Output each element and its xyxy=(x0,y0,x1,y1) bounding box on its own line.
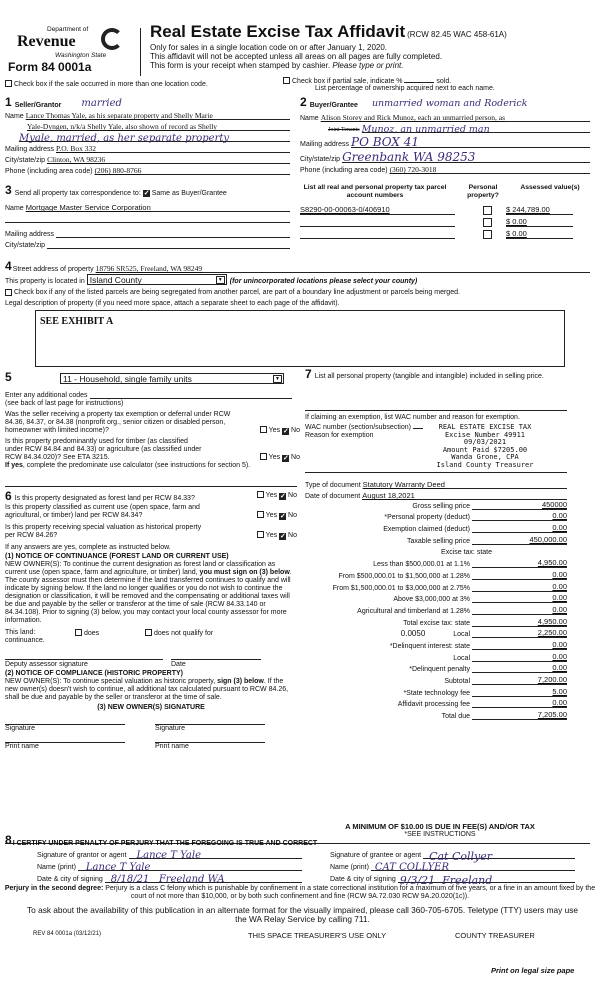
tax-row xyxy=(305,580,567,592)
see-back-note: (see back of last page for instructions) xyxy=(5,400,124,407)
continuance-label: continuance. xyxy=(5,637,45,644)
section-number: 5 xyxy=(5,370,12,384)
seller-phone-label: Phone (including area code) xyxy=(5,168,93,175)
tax-row xyxy=(305,708,567,720)
yes-label: Yes xyxy=(268,427,281,434)
seller-city-field[interactable]: Clinton, WA 98236 xyxy=(47,155,290,164)
minimum-due-text: A MINIMUM OF $10.00 IS DUE IN FEE(S) AND/OR TAX xyxy=(345,822,535,831)
partial-sale-label: Check box if partial sale, indicate % xyxy=(292,78,403,85)
seller-city-label: City/state/zip xyxy=(5,157,46,164)
assessor-signature-row xyxy=(5,659,297,668)
parcel-row xyxy=(300,227,590,239)
header-divider xyxy=(140,28,141,76)
yes-label: Yes xyxy=(265,512,278,519)
header-line-italic: Please type or print. xyxy=(332,61,404,70)
tax-row-label: Less than $500,000.01 at 1.1% xyxy=(373,561,470,569)
parcel-rows xyxy=(300,203,590,239)
street-label: Street address of property xyxy=(12,266,94,273)
stamp-line: 09/03/2021 xyxy=(463,438,507,446)
tax-row-label: Affidavit processing fee xyxy=(397,701,470,709)
section-number: 2 xyxy=(300,95,307,109)
county-treasurer-label: COUNTY TREASURER xyxy=(455,931,535,940)
section-5 xyxy=(5,370,300,470)
corr-mail-label: Mailing address xyxy=(5,231,55,238)
dropdown-arrow-icon[interactable]: ▼ xyxy=(216,276,225,284)
tax-row-label: Gross selling price xyxy=(412,502,470,510)
tax-row-value[interactable]: 0.00 xyxy=(472,640,567,650)
tax-row xyxy=(305,498,567,510)
treasurer-stamp xyxy=(425,424,545,469)
same-as-buyer-label: Same as Buyer/Grantee xyxy=(151,190,227,197)
notice-text-b: . The county assessor must then determine if the land transferred continues to qualify and will indicate by signing below. If the land no longer qualifies or you do not wish to continue the designation or classification, it will be removed and the compensating or additional taxes will be due and payable by the seller or transferor at the time of sale (RCW 84.33.140 or 84.34.108). Prior to signing (3) below, you may contact your local county assessor for more information. xyxy=(5,569,292,624)
tax-row xyxy=(305,603,567,615)
tax-row-value[interactable]: 0.00 xyxy=(472,570,567,580)
buyer-hw-note: unmarried woman and Roderick xyxy=(371,98,528,109)
tax-row-value[interactable]: 7,200.00 xyxy=(472,675,567,685)
tax-row-label: Taxable selling price xyxy=(406,537,470,545)
tax-row-label: From $500,000.01 to $1,500,000 at 1.28% xyxy=(338,572,470,580)
legal-size-note: Print on legal size pape xyxy=(491,966,575,975)
located-label: This property is located in xyxy=(5,278,85,285)
buyer-mail-label: Mailing address xyxy=(300,141,350,148)
tax-row xyxy=(305,533,567,545)
tax-row-value[interactable]: 0.00 xyxy=(472,698,567,708)
tax-row-label: Total excise tax: state xyxy=(403,619,470,627)
section-7 xyxy=(305,367,590,500)
yes-checkbox[interactable] xyxy=(257,491,264,498)
buyer-title: Buyer/Grantee xyxy=(309,102,358,109)
tax-row-value[interactable]: 0.00 xyxy=(472,605,567,615)
section-number: 4 xyxy=(5,259,12,273)
notice-compliance-title: (2) NOTICE OF COMPLIANCE (HISTORIC PROPERTY) xyxy=(5,670,183,677)
no-label: No xyxy=(288,532,297,539)
grantee-signature-label: Signature of grantee or agent xyxy=(330,852,422,859)
partial-sale-row xyxy=(283,77,495,92)
no-checkbox[interactable]: ✓ xyxy=(280,513,286,520)
yes-label: Yes xyxy=(265,492,278,499)
buyer-phone-label: Phone (including area code) xyxy=(300,167,388,174)
tax-row xyxy=(305,685,567,697)
grantee-signature[interactable]: Cat Collyer xyxy=(423,850,575,859)
street-field[interactable]: 18796 SR525, Freeland, WA 98249 xyxy=(96,264,590,273)
tax-row-value[interactable]: 0.00 xyxy=(472,523,567,533)
wac-field[interactable] xyxy=(413,428,423,429)
segregated-label: Check box if any of the listed parcels are being segregated from another parcel, are part of a boundary line adjustment or parcels being merged. xyxy=(14,289,460,296)
grantor-signature-label: Signature of grantor or agent xyxy=(37,852,127,859)
tax-row-label: Agricultural and timberland at 1.28% xyxy=(357,607,470,615)
grantee-name[interactable]: CAT COLLYER xyxy=(371,862,575,871)
parcel-header-number: List all real and personal property tax parcel account numbers xyxy=(303,184,447,199)
historic-question-text: Is this property receiving special valuation as historical property per RCW 84.26? xyxy=(5,524,202,539)
tax-row-value[interactable]: 450,000.00 xyxy=(472,535,567,545)
additional-codes-label: Enter any additional codes xyxy=(5,392,88,399)
corr-city-label: City/state/zip xyxy=(5,242,46,249)
historic-question xyxy=(5,524,297,540)
personal-property-checkbox[interactable] xyxy=(483,230,492,239)
tax-row-value[interactable]: 4,950.00 xyxy=(472,558,567,568)
if-yes-instruction: If any answers are yes, complete as instructed below. xyxy=(5,544,171,551)
owner-print-row xyxy=(5,742,297,750)
buyer-mail-field[interactable]: PO BOX 41 xyxy=(351,135,590,148)
form-number: Form 84 0001a xyxy=(8,60,92,74)
stamp-line: REAL ESTATE EXCISE TAX xyxy=(438,423,532,431)
section-number: 1 xyxy=(5,95,12,109)
no-checkbox[interactable]: ✓ xyxy=(280,493,286,500)
buyer-phone-field[interactable]: (360) 720-3018 xyxy=(390,165,590,174)
buyer-name-line1[interactable]: Alison Storey and Rick Munoz, each an unmarried person, as xyxy=(321,113,590,122)
buyer-city-field[interactable]: Greenbank WA 98253 xyxy=(342,150,590,163)
forest-yes-no xyxy=(257,491,297,500)
grantor-name-label: Name (print) xyxy=(37,864,76,871)
grantor-signature[interactable]: Lance T Yale xyxy=(129,850,302,859)
seller-mail-field[interactable]: P.O. Box 332 xyxy=(56,144,290,153)
no-label: No xyxy=(291,454,300,461)
parcel-number[interactable]: S8290-00-00063-0/406910 xyxy=(300,205,455,215)
tax-row-label: Subtotal xyxy=(444,678,470,685)
current-use-question-text: Is this property classified as current use (open space, farm and agricultural, or timber) land per RCW 84.34? xyxy=(5,504,200,519)
property-section xyxy=(5,261,590,307)
tax-row xyxy=(305,638,567,650)
seller-section xyxy=(5,96,290,175)
tax-row xyxy=(305,662,567,674)
exemption-question xyxy=(5,411,300,435)
tax-row-value[interactable]: 0.00 xyxy=(472,593,567,603)
correspondence-section xyxy=(5,184,290,249)
tax-row xyxy=(305,697,567,709)
grantor-date-label: Date & city of signing xyxy=(37,876,103,883)
grantee-date-label: Date & city of signing xyxy=(330,876,396,883)
local-rate: 0.0050 xyxy=(400,629,426,639)
personal-property-prompt xyxy=(305,367,590,381)
owner-signature-line[interactable]: Signature xyxy=(5,724,125,732)
divider xyxy=(5,486,297,487)
corr-name-field[interactable]: Mortgage Master Service Corporation xyxy=(26,203,290,212)
tax-row xyxy=(305,592,567,604)
tax-row xyxy=(305,650,567,662)
notice-text-a: NEW OWNER(S): To continue special valuation as historic property, xyxy=(5,678,216,685)
tax-row-value[interactable]: 7,205.00 xyxy=(472,710,567,720)
legal-description: SEE EXHIBIT A xyxy=(40,316,114,327)
does-not-label: does not qualify for xyxy=(154,630,214,637)
timber-yes-no xyxy=(260,453,300,462)
no-label: No xyxy=(288,512,297,519)
timber-question-text: Is this property predominantly used for timber (as classified under RCW 84.84 and 84.33) or agriculture (as classified under RCW 84.34.020)? See ETA 3215. xyxy=(5,438,202,461)
tax-row xyxy=(305,521,567,533)
land-qualify-row xyxy=(5,629,297,637)
page-title: Real Estate Excise Tax Affidavit xyxy=(150,22,406,41)
if-yes-note xyxy=(5,462,290,470)
section-number: 8 xyxy=(5,833,12,847)
multi-location-row xyxy=(5,80,208,88)
wac-label-row xyxy=(305,424,425,432)
tax-row-value[interactable]: 0.00 xyxy=(472,663,567,673)
header-line: Only for sales in a single location code on or after January 1, 2020. xyxy=(150,43,388,52)
use-code-select[interactable] xyxy=(60,373,284,384)
ownership-note: List percentage of ownership acquired next to each name. xyxy=(315,85,495,92)
personal-property-checkbox[interactable] xyxy=(483,218,492,227)
current-use-question xyxy=(5,504,297,520)
rcw-reference: (RCW 82.45 WAC 458-61A) xyxy=(407,30,507,39)
tax-row xyxy=(305,673,567,685)
buyer-name-line2[interactable]: Munoz, an unmarried man xyxy=(362,124,590,133)
corr-name-label: Name xyxy=(5,205,24,212)
tax-row-value[interactable]: 0.00 xyxy=(472,511,567,521)
grantee-name-label: Name (print) xyxy=(330,864,369,871)
dropdown-arrow-icon[interactable]: ▼ xyxy=(273,375,282,383)
parcel-table xyxy=(300,184,590,239)
seller-phone-field[interactable]: (206) 880-8766 xyxy=(95,166,290,175)
tax-row-label: *Delinquent interest: state xyxy=(389,642,470,650)
partial-sale-checkbox[interactable] xyxy=(283,77,290,84)
tax-row-value[interactable]: 4,950.00 xyxy=(472,617,567,627)
owner-signature-line[interactable]: Signature xyxy=(155,724,265,732)
does-checkbox[interactable] xyxy=(75,629,82,636)
header-line: This affidavit will not be accepted unless all areas on all pages are fully completed. xyxy=(150,52,443,61)
no-label: No xyxy=(291,427,300,434)
county-note: (for unincorporated locations please select your county) xyxy=(229,278,418,285)
buyer-city-label: City/state/zip xyxy=(300,156,341,163)
deputy-date-line[interactable]: Date xyxy=(171,659,261,668)
section-number: 7 xyxy=(305,367,312,381)
legal-description-box[interactable] xyxy=(35,310,565,367)
grantee-date-city[interactable]: 9/3/21 Freeland xyxy=(398,874,575,883)
parcel-number[interactable] xyxy=(300,218,455,227)
seller-name-line1[interactable]: Lance Thomas Yale, as his separate property and Shelly Marie xyxy=(26,111,290,120)
legal-label: Legal description of property (if you need more space, attach a separate sheet to each page of the affidavit). xyxy=(5,300,340,307)
owner-signature-row xyxy=(5,724,297,732)
tax-row-label: Excise tax: state xyxy=(441,549,492,557)
corr-label: Send all property tax correspondence to: xyxy=(14,190,141,197)
same-as-buyer-checkbox[interactable]: ✓ xyxy=(143,190,150,197)
perjury-text: Perjury is a class C felony which is punishable by confinement in a state correctional institution for a maximum of five years, or a fine in an amount fixed by the court of not more than $10,000, or by both such confinement and fine (RCW 9A.72.030 RCW 9A.20.020(1c)). xyxy=(105,885,596,900)
buyer-section xyxy=(300,96,590,174)
stamp-line: Island County Treasurer xyxy=(436,460,534,469)
tax-row-value[interactable]: 0.00 xyxy=(472,582,567,592)
no-checkbox[interactable]: ✓ xyxy=(283,428,289,435)
exemption-label: If claiming an exemption, list WAC number and reason for exemption. xyxy=(305,414,520,421)
multi-location-checkbox[interactable] xyxy=(5,80,12,87)
section-8 xyxy=(5,833,590,887)
tax-row-value[interactable]: 450000 xyxy=(472,500,567,510)
corr-name-line2[interactable] xyxy=(5,214,290,223)
yes-checkbox[interactable] xyxy=(260,453,267,460)
buyer-name-struck: Joint Tenants xyxy=(328,127,360,133)
assessed-value[interactable]: $ 0.00 xyxy=(506,217,573,227)
notice-text-bold: you must sign on (3) below xyxy=(199,569,290,576)
tax-calculation-table xyxy=(305,498,567,720)
exemption-block xyxy=(305,424,590,469)
logo-revenue: Revenue xyxy=(17,33,76,50)
notice-compliance-text xyxy=(5,678,297,702)
parcel-header-value: Assessed value(s) xyxy=(520,184,580,191)
parcel-number[interactable] xyxy=(300,230,455,239)
no-checkbox[interactable]: ✓ xyxy=(280,533,286,540)
seller-hw-note: married xyxy=(81,98,122,109)
yes-checkbox[interactable] xyxy=(257,531,264,538)
current-use-yes-no xyxy=(257,511,297,520)
notice-text-a: NEW OWNER(S): To continue the current designation as forest land or classification as current use (open space, farm and agriculture, or timber) land, xyxy=(5,561,276,576)
tax-row-label: From $1,500,000.01 to $3,000,000 at 2.75% xyxy=(332,584,470,592)
treasurer-use-label: THIS SPACE TREASURER'S USE ONLY xyxy=(248,931,387,940)
no-label: No xyxy=(288,492,297,499)
grantor-date-city[interactable]: 8/18/21 Freeland WA xyxy=(105,874,302,883)
tax-row xyxy=(305,510,567,522)
notice-continuance-title: (1) NOTICE OF CONTINUANCE (FOREST LAND OR CURRENT USE) xyxy=(5,553,229,560)
tax-row-label: Exemption claimed (deduct) xyxy=(383,526,470,534)
partial-percent-field[interactable] xyxy=(404,82,434,83)
partial-sold-label: sold. xyxy=(436,78,452,85)
seller-name-line2[interactable]: Yale-Dyngen, n/k/a Shelly Yale, also shown of record as Shelly xyxy=(27,122,290,131)
header-line xyxy=(150,61,507,70)
no-checkbox[interactable]: ✓ xyxy=(283,455,289,462)
header-line-text: This form is your receipt when stamped by cashier. xyxy=(150,61,331,70)
personal-property-label: List all personal property (tangible and intangible) included in selling price. xyxy=(314,373,544,380)
section-6 xyxy=(5,489,297,750)
tax-row-label: Local xyxy=(453,654,470,662)
additional-codes-field[interactable] xyxy=(90,390,293,399)
seller-name-label: Name xyxy=(5,113,24,120)
tax-row-label: *State technology fee xyxy=(403,689,470,697)
personal-property-checkbox[interactable] xyxy=(483,206,492,215)
stamp-line: Excise Number 49911 xyxy=(444,430,526,439)
does-option xyxy=(75,629,145,637)
tax-row xyxy=(305,545,567,557)
timber-question xyxy=(5,438,300,462)
segregated-checkbox[interactable] xyxy=(5,289,12,296)
see-instructions: *SEE INSTRUCTIONS xyxy=(404,831,476,838)
this-land-label: This land: xyxy=(5,629,36,636)
personal-property-field[interactable] xyxy=(305,381,567,411)
county-select[interactable] xyxy=(87,274,227,285)
wac-label: WAC number (section/subsection) xyxy=(305,424,411,431)
stamp-line: Wanda Grone, CPA xyxy=(451,453,519,461)
section-number: 3 xyxy=(5,183,12,197)
tax-row-label: Total due xyxy=(441,713,470,721)
tax-row-label: *Delinquent penalty xyxy=(409,666,470,674)
does-label: does xyxy=(84,630,100,637)
seller-name-line3[interactable]: Myale, married, as her separate property xyxy=(19,133,290,142)
tax-row-label: *Personal property (deduct) xyxy=(384,514,470,522)
yes-checkbox[interactable] xyxy=(260,426,267,433)
tax-row-value[interactable]: 0.00 xyxy=(472,652,567,662)
divider xyxy=(305,472,567,473)
logo-state: Washington State xyxy=(55,52,107,59)
owner-print-name-line[interactable]: Print name xyxy=(155,742,265,750)
if-yes-text: , complete the predominate use calculator (see instructions for section 5). xyxy=(22,462,251,469)
alternate-format-notice: To ask about the availability of this publication in an alternate format for the visually impaired, please call 360-705-6705. Teletype (TTY) users may use the WA Relay Service by calling 711. xyxy=(27,905,578,924)
seller-title: Seller/Grantor xyxy=(14,102,62,109)
tax-row-label: Local xyxy=(453,631,470,639)
corr-city-field[interactable] xyxy=(47,240,290,249)
use-code-value: 11 - Household, single family units xyxy=(63,373,192,384)
exemption-question-text: Was the seller receiving a property tax exemption or deferral under RCW 84.36, 84.37, or 84.38 (nonprofit org., senior citizen or disabled person, homeowner with limited income)? xyxy=(5,411,231,434)
new-owner-signature-title: (3) NEW OWNER(S) SIGNATURE xyxy=(97,704,205,711)
assessed-value[interactable]: $ 244,789.00 xyxy=(506,205,573,215)
historic-yes-no xyxy=(257,531,297,540)
seller-mail-label: Mailing address xyxy=(5,146,55,153)
form-revision: REV 84 0001a (03/12/21) xyxy=(33,931,102,937)
header-title-block xyxy=(150,22,507,70)
deputy-signature-line[interactable]: Deputy assessor signature xyxy=(5,659,163,668)
forest-question-text: Is this property designated as forest land per RCW 84.33? xyxy=(14,495,195,502)
owner-print-name-line[interactable]: Print name xyxy=(5,742,125,750)
if-yes-bold: If yes xyxy=(5,462,23,469)
perjury-bold: Perjury in the second degree: xyxy=(4,885,104,892)
certify-statement: I CERTIFY UNDER PENALTY OF PERJURY THAT THE FOREGOING IS TRUE AND CORRECT xyxy=(12,840,318,847)
tax-row xyxy=(305,615,567,627)
yes-label: Yes xyxy=(265,532,278,539)
tax-row xyxy=(305,627,567,639)
tax-row-value[interactable]: 2,250.00 xyxy=(472,628,567,638)
tax-row-value[interactable]: 5.00 xyxy=(472,687,567,697)
parcel-header-personal: Personal property? xyxy=(467,184,499,199)
assessed-value[interactable]: $ 0.00 xyxy=(506,229,573,239)
section-number: 6 xyxy=(5,489,12,503)
exemption-labels xyxy=(305,424,425,469)
yes-checkbox[interactable] xyxy=(257,511,264,518)
forest-question xyxy=(5,489,297,503)
buyer-name-label: Name xyxy=(300,115,319,122)
notice-text-bold: sign (3) below xyxy=(217,678,264,685)
doc-date-field[interactable]: August 18,2021 xyxy=(362,491,567,500)
parcel-row xyxy=(300,203,590,215)
logo-swirl-icon xyxy=(101,28,123,50)
grantor-name[interactable]: Lance T Yale xyxy=(78,862,302,871)
tax-row xyxy=(305,568,567,580)
perjury-notice xyxy=(3,885,597,901)
doc-type-field[interactable]: Statutory Warranty Deed xyxy=(363,480,567,489)
parcel-row xyxy=(300,215,590,227)
multi-location-label: Check box if the sale occurred in more than one location code. xyxy=(14,81,208,88)
signing-block xyxy=(5,847,590,887)
corr-mail-field[interactable] xyxy=(56,229,290,238)
notice-text-b: . If the new owner(s) doesn't wish to continue, all additional tax calculated pursuant to RCW 84.26, shall be due and payable by the seller or transferor at the time of sale. xyxy=(5,678,289,701)
grantee-block xyxy=(330,847,575,887)
doc-type-label: Type of document xyxy=(305,482,361,489)
stamp-line: Amount Paid $7205.00 xyxy=(442,445,528,454)
tax-row-label: Above $3,000,000 at 3% xyxy=(393,596,470,604)
grantor-block xyxy=(37,847,302,883)
notice-continuance-text xyxy=(5,561,297,625)
does-not-checkbox[interactable] xyxy=(145,629,152,636)
reason-label: Reason for exemption xyxy=(305,432,374,439)
logo-dept-of: Department of xyxy=(47,26,89,33)
does-not-option xyxy=(145,629,213,637)
tax-row xyxy=(305,556,567,568)
county-value: Island County xyxy=(89,274,142,285)
doc-date-label: Date of document xyxy=(305,493,361,500)
exemption-yes-no xyxy=(260,426,300,435)
yes-label: Yes xyxy=(268,454,281,461)
